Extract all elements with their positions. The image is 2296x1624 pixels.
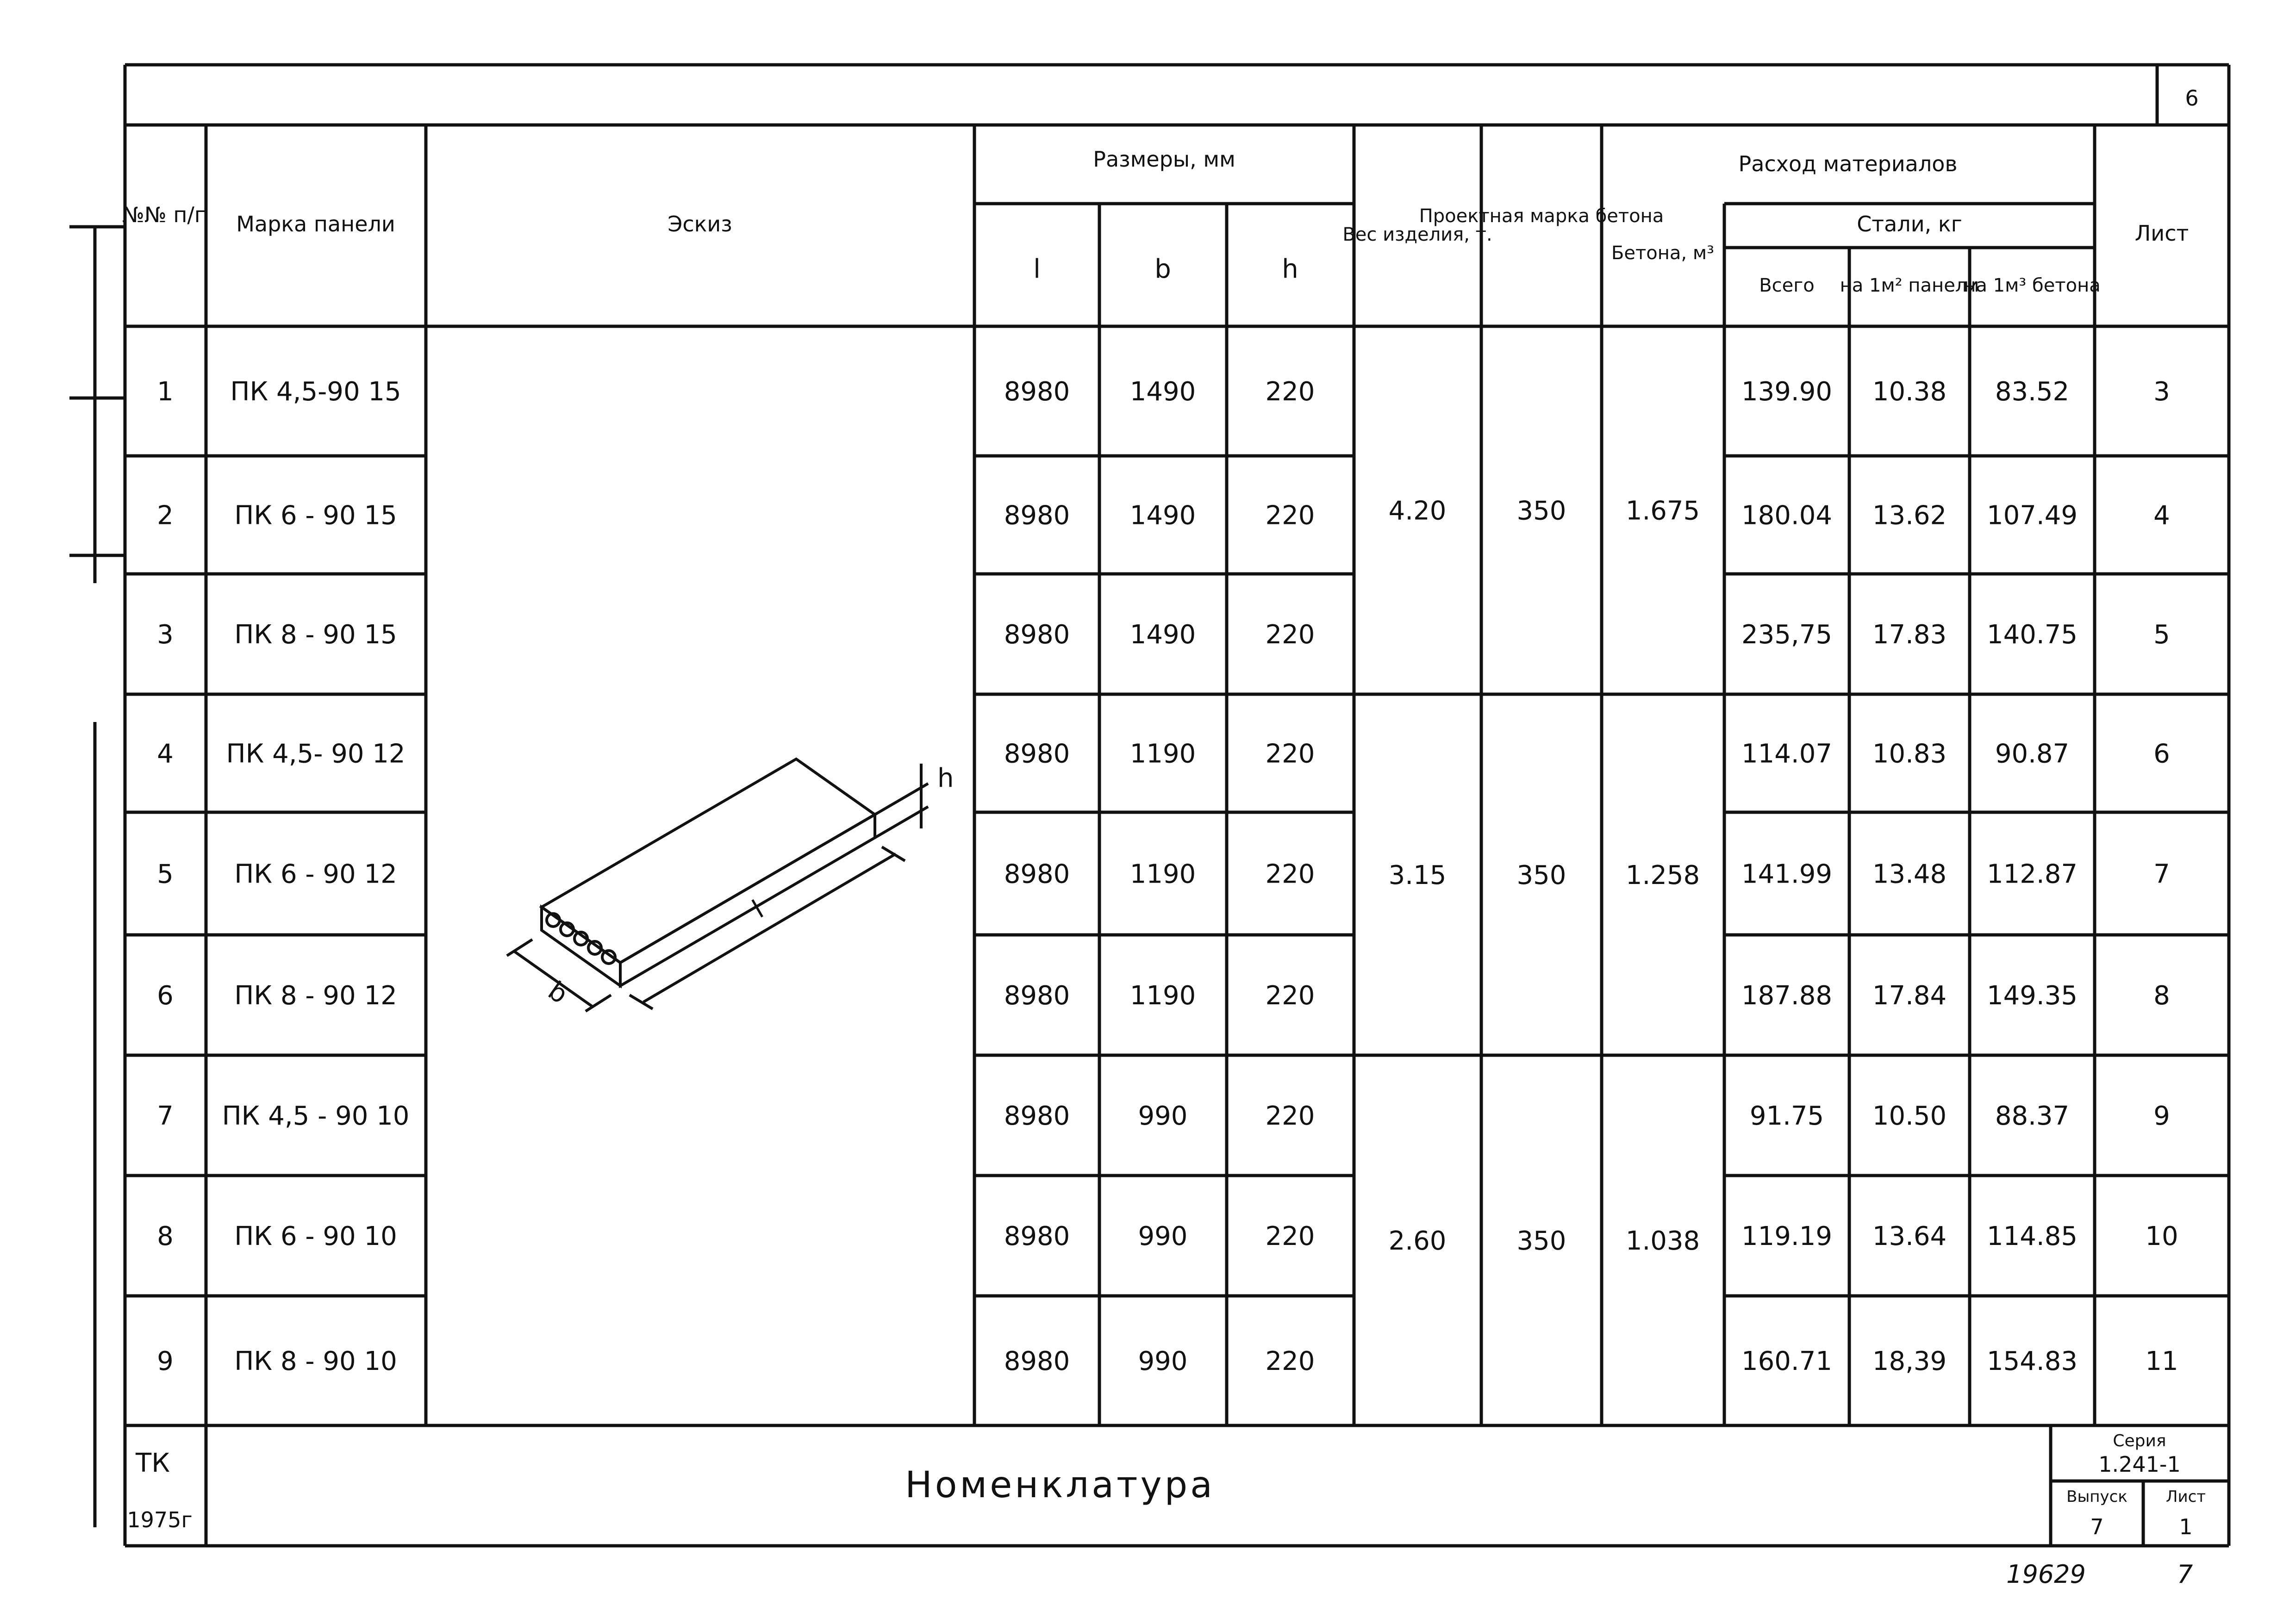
footer-org: ТК [136, 1448, 170, 1478]
table-body [157, 377, 2178, 1376]
group-weight: 2.60 [1388, 1226, 1447, 1256]
row-number: 7 [157, 1101, 174, 1131]
row-dim-l: 8980 [1004, 981, 1070, 1011]
row-dim-l: 8980 [1004, 859, 1070, 890]
row-steel-per-m3: 88.37 [1995, 1101, 2070, 1131]
row-dim-h: 220 [1265, 1346, 1315, 1376]
row-steel-per-m2: 13.64 [1872, 1221, 1947, 1251]
row-steel-per-m3: 90.87 [1995, 739, 2070, 769]
row-steel-total: 235,75 [1741, 620, 1832, 650]
row-dim-b: 1190 [1129, 859, 1196, 890]
header-concrete: Бетона, м³ [1611, 243, 1715, 264]
footer-title: Номенклатура [905, 1464, 1215, 1506]
header-sketch: Эскиз [668, 212, 732, 236]
table-row [157, 859, 2170, 890]
header-consumption: Расход материалов [1738, 151, 1958, 176]
row-sheet: 9 [2153, 1101, 2170, 1131]
row-dim-h: 220 [1265, 500, 1315, 531]
row-mark: ПК 6 - 90 10 [234, 1221, 397, 1251]
row-dim-l: 8980 [1004, 1346, 1070, 1376]
footer-sheet-value: 1 [2179, 1514, 2193, 1539]
row-dim-l: 8980 [1004, 377, 1070, 407]
row-steel-per-m2: 10.83 [1872, 739, 1947, 769]
group-concrete: 1.258 [1625, 860, 1700, 890]
row-steel-per-m3: 140.75 [1987, 620, 2078, 650]
group-grade: 350 [1516, 860, 1566, 890]
row-dim-l: 8980 [1004, 1101, 1070, 1131]
group-weight: 4.20 [1388, 496, 1447, 526]
row-steel-total: 91.75 [1749, 1101, 1824, 1131]
row-number: 2 [157, 500, 174, 531]
header-steel-per-m2: на 1м² панели [1840, 275, 1979, 296]
table-row [157, 981, 2170, 1011]
row-number: 9 [157, 1346, 174, 1376]
table-row [157, 620, 2170, 650]
row-dim-h: 220 [1265, 981, 1315, 1011]
row-dim-b: 1490 [1129, 620, 1196, 650]
group-grade: 350 [1516, 1226, 1566, 1256]
row-dim-l: 8980 [1004, 500, 1070, 531]
row-mark: ПК 6 - 90 15 [234, 500, 397, 531]
header-grade: Проектная марка бетона [1419, 205, 1664, 227]
sketch-label-b: b [542, 976, 574, 1010]
row-sheet: 10 [2145, 1221, 2178, 1251]
header-steel-per-m3: на 1м³ бетона [1964, 275, 2101, 296]
row-number: 3 [157, 620, 174, 650]
row-sheet: 4 [2153, 500, 2170, 531]
footer-series-value: 1.241-1 [2098, 1452, 2181, 1477]
group-concrete: 1.038 [1625, 1226, 1700, 1256]
row-steel-total: 180.04 [1741, 500, 1832, 531]
row-steel-per-m3: 149.35 [1987, 981, 2078, 1011]
handwritten-page: 7 [2177, 1560, 2193, 1589]
row-steel-per-m3: 83.52 [1995, 377, 2070, 407]
row-steel-per-m2: 18,39 [1872, 1346, 1947, 1376]
row-number: 8 [157, 1221, 174, 1251]
row-steel-per-m3: 107.49 [1987, 500, 2078, 531]
row-mark: ПК 8 - 90 15 [234, 620, 397, 650]
row-number: 5 [157, 859, 174, 890]
row-sheet: 6 [2153, 739, 2170, 769]
row-steel-per-m3: 154.83 [1987, 1346, 2078, 1376]
row-steel-total: 160.71 [1741, 1346, 1832, 1376]
row-sheet: 11 [2145, 1346, 2178, 1376]
table-row [157, 501, 2170, 531]
row-steel-total: 187.88 [1741, 981, 1832, 1011]
row-mark: ПК 6 - 90 12 [234, 859, 397, 890]
row-dim-h: 220 [1265, 739, 1315, 769]
row-sheet: 3 [2153, 377, 2170, 407]
row-dim-l: 8980 [1004, 739, 1070, 769]
row-mark: ПК 8 - 90 12 [234, 981, 397, 1011]
group-concrete: 1.675 [1625, 496, 1700, 526]
row-dim-l: 8980 [1004, 620, 1070, 650]
row-dim-h: 220 [1265, 1101, 1315, 1131]
group-grade: 350 [1516, 496, 1566, 526]
table-row [157, 739, 2170, 769]
handwritten-number: 19629 [2006, 1560, 2086, 1589]
row-dim-b: 1190 [1129, 739, 1196, 769]
row-steel-total: 119.19 [1741, 1221, 1832, 1251]
row-dim-b: 990 [1138, 1101, 1188, 1131]
table-row [157, 1221, 2178, 1251]
header-steel-total: Всего [1759, 275, 1815, 296]
row-steel-per-m2: 13.48 [1872, 859, 1947, 890]
footer-sheet-label: Лист [2165, 1487, 2206, 1506]
header-dim-b: b [1154, 254, 1171, 284]
footer-issue-value: 7 [2090, 1514, 2104, 1539]
footer-year: 1975г [127, 1507, 193, 1532]
header-dims: Размеры, мм [1093, 147, 1235, 172]
table-row [157, 1346, 2178, 1376]
row-number: 1 [157, 377, 174, 407]
page-number: 6 [2185, 86, 2199, 111]
row-dim-b: 1190 [1129, 981, 1196, 1011]
row-steel-per-m2: 17.83 [1872, 620, 1947, 650]
row-mark: ПК 8 - 90 10 [234, 1346, 397, 1376]
row-steel-per-m3: 112.87 [1987, 859, 2078, 890]
row-steel-per-m2: 10.38 [1872, 377, 1947, 407]
row-dim-h: 220 [1265, 859, 1315, 890]
group-weight: 3.15 [1388, 860, 1447, 890]
row-sheet: 7 [2153, 859, 2170, 890]
row-mark: ПК 4,5-90 15 [230, 377, 401, 407]
row-steel-per-m2: 17.84 [1872, 981, 1947, 1011]
row-dim-b: 990 [1138, 1346, 1188, 1376]
sketch-label-l: l [747, 895, 769, 925]
row-sheet: 5 [2153, 620, 2170, 650]
header-weight: Вес изделия, т. [1342, 224, 1492, 245]
row-mark: ПК 4,5- 90 12 [226, 739, 406, 769]
header-mark: Марка панели [236, 212, 395, 236]
table-row [157, 377, 2170, 407]
footer-issue-label: Выпуск [2066, 1487, 2128, 1506]
row-dim-b: 990 [1138, 1221, 1188, 1251]
header-dim-h: h [1282, 254, 1298, 284]
row-dim-h: 220 [1265, 377, 1315, 407]
row-steel-total: 141.99 [1741, 859, 1832, 890]
header-num: №№ п/п [122, 202, 208, 227]
header-steel: Стали, кг [1857, 212, 1962, 236]
row-dim-h: 220 [1265, 1221, 1315, 1251]
row-steel-per-m2: 10.50 [1872, 1101, 1947, 1131]
sketch-label-h: h [937, 763, 954, 793]
table-row [157, 1101, 2170, 1131]
header-sheet: Лист [2134, 221, 2189, 246]
footer-series-label: Серия [2113, 1431, 2166, 1450]
row-number: 4 [157, 739, 174, 769]
row-dim-b: 1490 [1129, 500, 1196, 531]
row-dim-h: 220 [1265, 620, 1315, 650]
group-values [1389, 496, 1700, 1257]
row-number: 6 [157, 981, 174, 1011]
row-mark: ПК 4,5 - 90 10 [222, 1101, 410, 1131]
row-dim-b: 1490 [1129, 377, 1196, 407]
row-steel-total: 114.07 [1741, 739, 1832, 769]
row-sheet: 8 [2153, 981, 2170, 1011]
row-dim-l: 8980 [1004, 1221, 1070, 1251]
row-steel-total: 139.90 [1741, 377, 1832, 407]
row-steel-per-m2: 13.62 [1872, 500, 1947, 531]
header-dim-l: l [1033, 254, 1041, 284]
panel-sketch [507, 759, 928, 1011]
row-steel-per-m3: 114.85 [1987, 1221, 2078, 1251]
